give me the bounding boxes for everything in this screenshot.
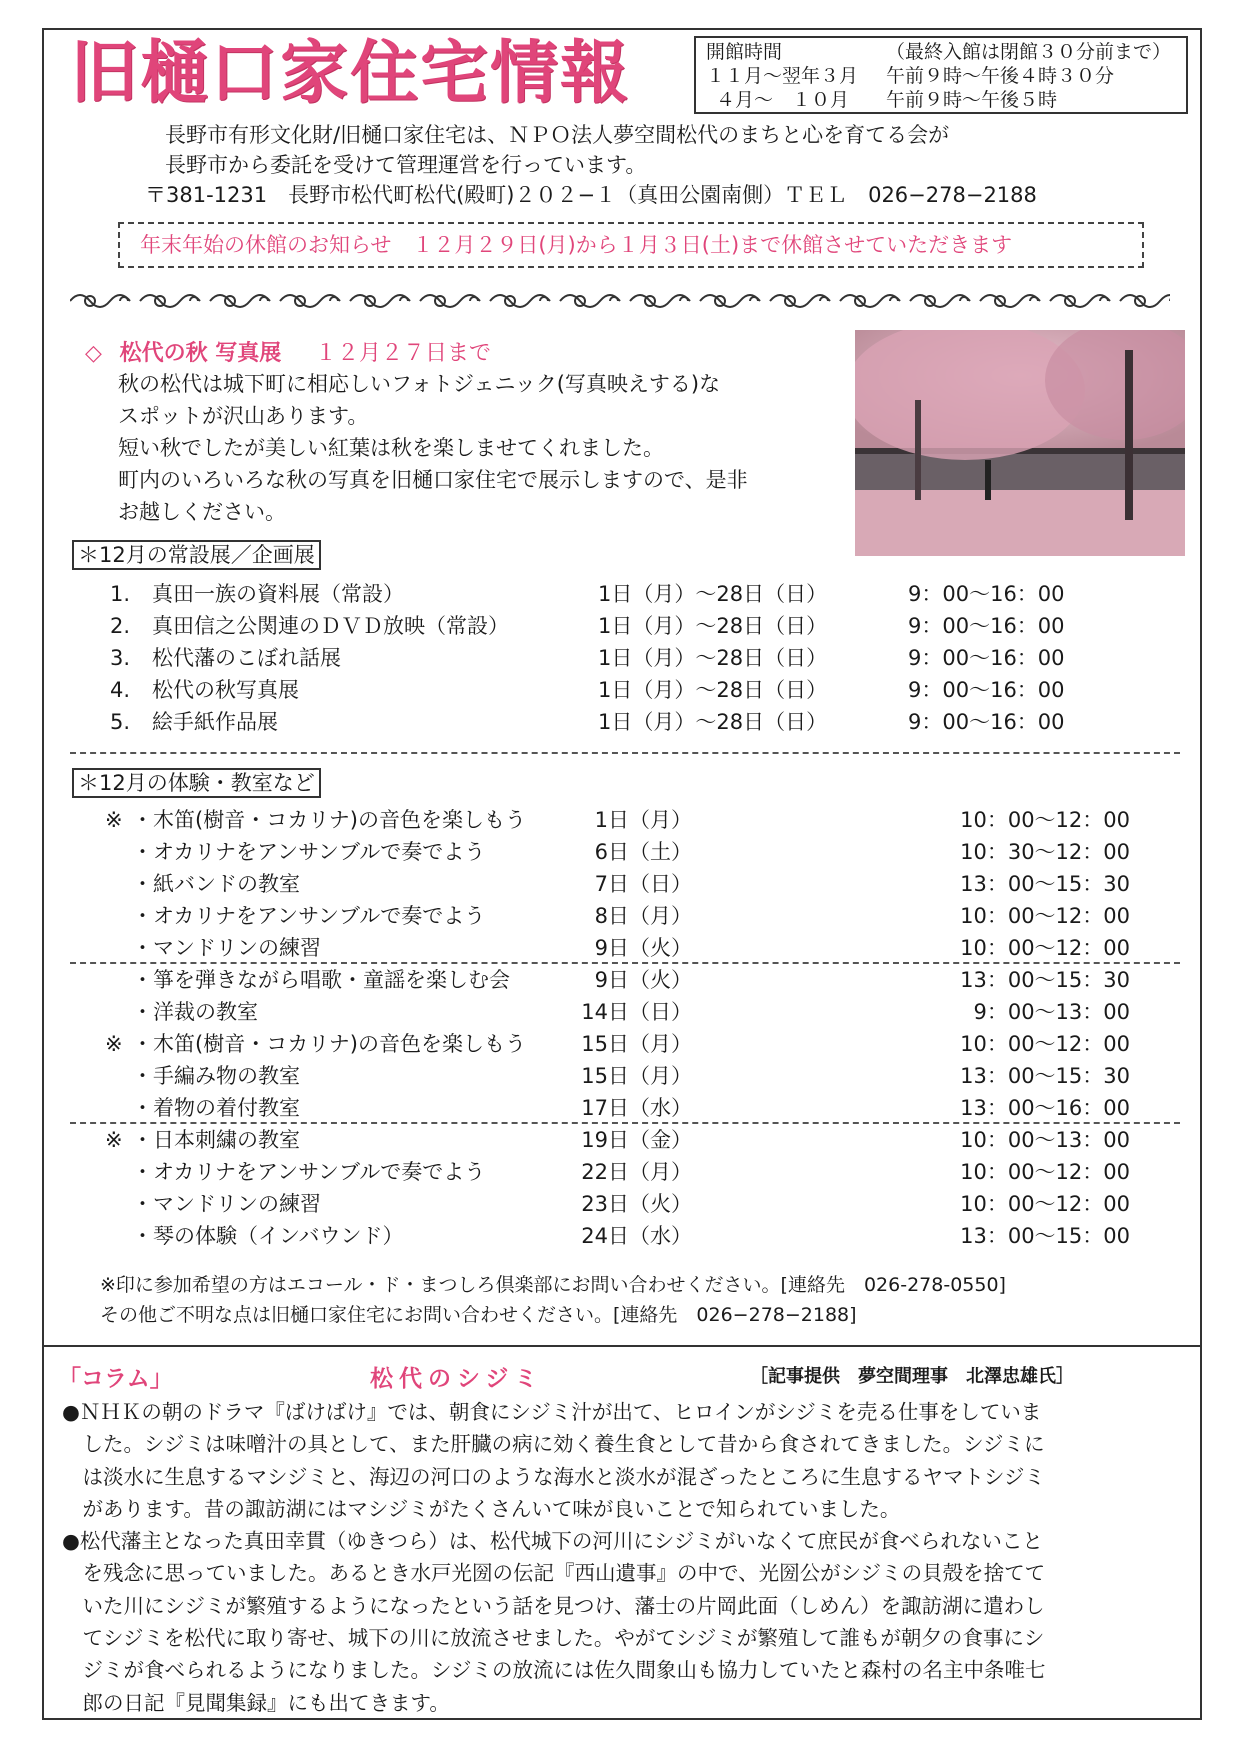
class-row — [0, 964, 1240, 996]
class-time: 13：00～15：00 — [960, 1224, 1130, 1248]
ornament-motif — [700, 295, 760, 307]
exhibit-time: 9：00～16：00 — [908, 710, 1065, 734]
class-date: 22日（月） — [581, 1160, 692, 1184]
column-line: は淡水に生息するマシジミと、海辺の河口のような海水と淡水が混ざったところに生息するヤマトシジミ — [62, 1464, 1045, 1489]
autumn-photo — [855, 330, 1185, 556]
class-name: ・オカリナをアンサンブルで奏でよう — [132, 840, 486, 864]
page-title: 旧樋口家住宅情報 — [70, 34, 631, 113]
footnote: ※印に参加希望の方はエコール・ド・まつしろ倶楽部にお問い合わせください。[連絡先 026-278-0550] — [100, 1274, 1006, 1296]
class-date: 1日（月） — [594, 808, 692, 832]
class-row — [0, 1060, 1240, 1092]
ornament-motif — [490, 295, 550, 307]
column-label: 「コラム」 — [58, 1366, 173, 1392]
class-time: 10：00～12：00 — [960, 808, 1130, 832]
class-row — [0, 1156, 1240, 1188]
exhibit-time: 9：00～16：00 — [908, 678, 1065, 702]
class-time: 10：00～12：00 — [960, 1032, 1130, 1056]
exhibit-dates: 1日（月）～28日（日） — [598, 710, 828, 734]
class-row — [0, 868, 1240, 900]
exhibit-row — [0, 610, 1240, 642]
ornament-motif — [770, 295, 830, 307]
column-credit: ［記事提供 夢空間理事 北澤忠雄氏］ — [750, 1366, 1074, 1387]
decorative-border — [70, 286, 1170, 316]
classes-heading: ＊12月の体験・教室など — [72, 768, 321, 798]
description-line: 町内のいろいろな秋の写真を旧樋口家住宅で展示しますので、是非 — [118, 468, 748, 492]
class-date: 15日（月） — [581, 1032, 692, 1056]
exhibit-time: 9：00～16：00 — [908, 582, 1065, 606]
divider — [70, 962, 1180, 964]
column-line: ●ＮＨＫの朝のドラマ『ばけばけ』では、朝食にシジミ汁が出て、ヒロインがシジミを売る仕事をしていま — [62, 1400, 1042, 1424]
photo-exhibit-until: １２月２７日まで — [314, 341, 491, 366]
reservation-mark: ※ — [105, 1032, 123, 1056]
hours-note: （最終入館は閉館３０分前まで） — [886, 41, 1172, 63]
class-time: 10：00～12：00 — [960, 1160, 1130, 1184]
exhibit-name: 松代の秋写真展 — [152, 678, 299, 702]
class-name: ・木笛(樹音・コカリナ)の音色を楽しもう — [132, 808, 526, 832]
class-time: 13：00～15：30 — [960, 968, 1130, 992]
class-row — [0, 900, 1240, 932]
class-time: 13：00～15：30 — [960, 872, 1130, 896]
exhibit-name: 松代藩のこぼれ話展 — [152, 646, 341, 670]
class-name: ・マンドリンの練習 — [132, 1192, 321, 1216]
class-name: ・手編み物の教室 — [132, 1064, 300, 1088]
ornament-motif — [1050, 295, 1110, 307]
exhibit-number: 2. — [110, 614, 131, 638]
closure-notice: 年末年始の休館のお知らせ １２月２９日(月)から１月３日(土)まで休館させていただきます — [118, 222, 1144, 268]
reservation-mark: ※ — [105, 808, 123, 832]
exhibit-name: 真田信之公関連のＤＶＤ放映（常設） — [152, 614, 509, 638]
column-line: 郎の日記『見聞集録』にも出てきます。 — [62, 1690, 450, 1715]
class-time: 10：00～13：00 — [960, 1128, 1130, 1152]
description-line: スポットが沢山あります。 — [118, 404, 369, 428]
class-row — [0, 996, 1240, 1028]
ornament-motif — [840, 295, 900, 307]
ornament-motif — [350, 295, 410, 307]
class-date: 6日（土） — [594, 840, 692, 864]
class-date: 14日（日） — [581, 1000, 692, 1024]
divider — [70, 752, 1180, 754]
class-row — [0, 1028, 1240, 1060]
exhibit-name: 絵手紙作品展 — [152, 710, 278, 734]
hours-label: 開館時間 — [706, 41, 783, 63]
class-time: 9：00～13：00 — [973, 1000, 1130, 1024]
class-name: ・琴の体験（インバウンド） — [132, 1224, 404, 1248]
class-time: 13：00～16：00 — [960, 1096, 1130, 1120]
class-time: 10：00～12：00 — [960, 1192, 1130, 1216]
class-row — [0, 1220, 1240, 1252]
exhibit-dates: 1日（月）～28日（日） — [598, 646, 828, 670]
exhibit-dates: 1日（月）～28日（日） — [598, 582, 828, 606]
section-rule — [42, 1345, 1202, 1347]
class-name: ・オカリナをアンサンブルで奏でよう — [132, 1160, 486, 1184]
ornament-motif — [630, 295, 690, 307]
class-name: ・着物の着付教室 — [132, 1096, 300, 1120]
class-name: ・箏を弾きながら唱歌・童謡を楽しむ会 — [132, 968, 510, 992]
ornament-motif — [70, 295, 130, 307]
class-name: ・紙バンドの教室 — [132, 872, 300, 896]
opening-hours-box — [694, 36, 1188, 114]
intro-line: 長野市から委託を受けて管理運営を行っています。 — [165, 153, 647, 177]
ornament-motif — [560, 295, 620, 307]
exhibit-dates: 1日（月）～28日（日） — [598, 614, 828, 638]
class-row — [0, 836, 1240, 868]
class-date: 17日（水） — [581, 1096, 692, 1120]
exhibit-number: 3. — [110, 646, 131, 670]
ornament-motif — [210, 295, 270, 307]
class-date: 24日（水） — [581, 1224, 692, 1248]
intro-line: 長野市有形文化財/旧樋口家住宅は、ＮＰＯ法人夢空間松代のまちと心を育てる会が — [165, 123, 950, 147]
ornament-motif — [140, 295, 200, 307]
exhibit-dates: 1日（月）～28日（日） — [598, 678, 828, 702]
class-time: 10：00～12：00 — [960, 936, 1130, 960]
photo-exhibit-title: 松代の秋 写真展 — [119, 341, 282, 366]
divider — [70, 1122, 1180, 1124]
ornament-motif — [420, 295, 480, 307]
exhibit-number: 5. — [110, 710, 131, 734]
reservation-mark: ※ — [105, 1128, 123, 1152]
exhibit-row — [0, 642, 1240, 674]
exhibits-heading: ＊12月の常設展／企画展 — [72, 540, 321, 570]
class-name: ・日本刺繍の教室 — [132, 1128, 300, 1152]
class-row — [0, 1124, 1240, 1156]
class-date: 8日（月） — [594, 904, 692, 928]
column-line: があります。昔の諏訪湖にはマシジミがたくさんいて味が良いことで知られていました。 — [62, 1496, 901, 1521]
column-line: てシジミを松代に取り寄せ、城下の川に放流させました。やがてシジミが繁殖して誰もが朝夕の食事にシ — [62, 1626, 1045, 1651]
exhibit-name: 真田一族の資料展（常設） — [152, 582, 404, 606]
class-row — [0, 804, 1240, 836]
class-row — [0, 932, 1240, 964]
ornament-motif — [1120, 295, 1170, 307]
ornament-motif — [910, 295, 970, 307]
intro-text — [165, 120, 949, 180]
class-time: 13：00～15：30 — [960, 1064, 1130, 1088]
ornament-motif — [280, 295, 340, 307]
class-name: ・洋裁の教室 — [132, 1000, 258, 1024]
class-time: 10：00～12：00 — [960, 904, 1130, 928]
class-row — [0, 1188, 1240, 1220]
class-date: 7日（日） — [594, 872, 692, 896]
class-name: ・マンドリンの練習 — [132, 936, 321, 960]
column-line: ジミが食べられるようになりました。シジミの放流には佐久間象山も協力していたと森村の名主中条唯七 — [62, 1658, 1046, 1683]
photo-exhibit-heading — [85, 336, 491, 367]
exhibit-row — [0, 706, 1240, 738]
exhibit-number: 1. — [110, 582, 131, 606]
exhibit-time: 9：00～16：00 — [908, 614, 1065, 638]
diamond-icon: ◇ — [85, 341, 102, 366]
class-date: 9日（火） — [594, 968, 692, 992]
hours-period: １１月～翌年３月 — [706, 65, 859, 87]
column-line: ●松代藩主となった真田幸貫（ゆきつら）は、松代城下の河川にシジミがいなくて庶民が食べられないこと — [62, 1529, 1043, 1554]
class-row — [0, 1092, 1240, 1124]
photo-exhibit-description — [118, 368, 838, 528]
description-line: お越しください。 — [118, 500, 286, 524]
hours-time: 午前９時～午後４時３０分 — [886, 65, 1115, 87]
hours-period: ４月～ １０月 — [716, 89, 850, 111]
class-time: 10：30～12：00 — [960, 840, 1130, 864]
column-line: した。シジミは味噌汁の具として、また肝臓の病に効く養生食として昔から食されてきました。シジミに — [62, 1432, 1045, 1457]
class-date: 23日（火） — [581, 1192, 692, 1216]
hours-time: 午前９時～午後５時 — [886, 89, 1058, 111]
class-name: ・オカリナをアンサンブルで奏でよう — [132, 904, 486, 928]
address-line: 〒381-1231 長野市松代町松代(殿町)２０２−１（真田公園南側）ＴＥＬ 026−278−2188 — [145, 183, 1037, 207]
description-line: 秋の松代は城下町に相応しいフォトジェニック(写真映えする)な — [118, 372, 721, 396]
class-date: 15日（月） — [581, 1064, 692, 1088]
class-date: 19日（金） — [581, 1128, 692, 1152]
column-body — [62, 1396, 1192, 1719]
column-line: いた川にシジミが繁殖するようになったという話を見つけ、藩士の片岡此面（しめん）を諏訪湖に遣わし — [62, 1593, 1045, 1618]
ornament-motif — [980, 295, 1040, 307]
exhibit-number: 4. — [110, 678, 131, 702]
description-line: 短い秋でしたが美しい紅葉は秋を楽しませてくれました。 — [118, 436, 664, 460]
class-date: 9日（火） — [594, 936, 692, 960]
footnote: その他ご不明な点は旧樋口家住宅にお問い合わせください。[連絡先 026−278−2188] — [100, 1304, 857, 1326]
column-title: 松代のシジミ — [370, 1366, 544, 1392]
exhibit-time: 9：00～16：00 — [908, 646, 1065, 670]
exhibit-row — [0, 578, 1240, 610]
class-name: ・木笛(樹音・コカリナ)の音色を楽しもう — [132, 1032, 526, 1056]
column-line: を残念に思っていました。あるとき水戸光圀の伝記『西山遺事』の中で、光圀公がシジミの貝殻を捨てて — [62, 1561, 1046, 1586]
exhibit-row — [0, 674, 1240, 706]
